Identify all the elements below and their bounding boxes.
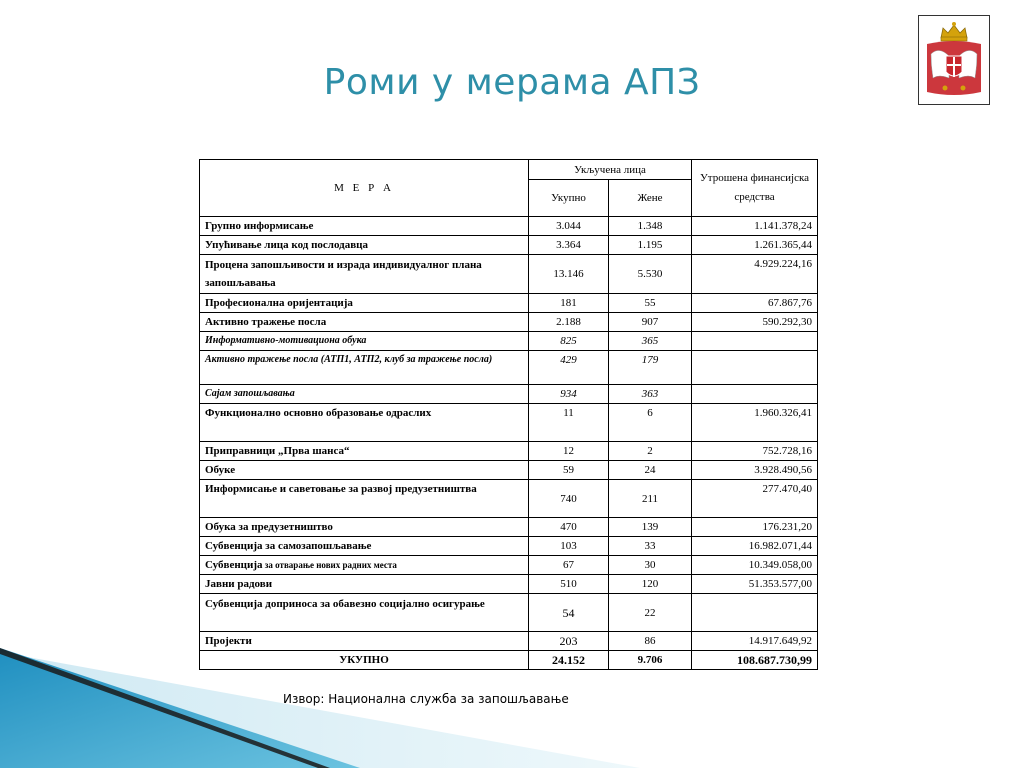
row-total: 2.188 [529, 313, 609, 332]
totals-total: 24.152 [529, 651, 609, 670]
row-name: Упућивање лица код послодавца [200, 236, 529, 255]
table-row [200, 351, 818, 385]
row-name: Субвенција за самозапошљавање [200, 537, 529, 556]
measures-table [199, 159, 818, 670]
row-funds: 590.292,30 [692, 313, 818, 332]
header-women: Жене [609, 180, 692, 217]
row-name: Професионална оријентација [200, 294, 529, 313]
row-women: 365 [609, 332, 692, 351]
row-total: 3.364 [529, 236, 609, 255]
header-measure: М Е Р А [200, 160, 529, 217]
row-total: 54 [529, 594, 609, 632]
row-name: Активно тражење посла (АТП1, АТП2, клуб за тражење посла) [200, 351, 529, 385]
slide-title: Роми у мерама АПЗ [323, 62, 701, 103]
table-row [200, 575, 818, 594]
row-total: 203 [529, 632, 609, 651]
table-row [200, 518, 818, 537]
row-women: 1.195 [609, 236, 692, 255]
row-women: 907 [609, 313, 692, 332]
row-funds: 4.929.224,16 [692, 255, 818, 294]
row-women: 2 [609, 442, 692, 461]
row-women: 363 [609, 385, 692, 404]
row-funds: 752.728,16 [692, 442, 818, 461]
row-total: 103 [529, 537, 609, 556]
coat-of-arms-icon [918, 15, 990, 105]
table-row [200, 294, 818, 313]
row-women: 120 [609, 575, 692, 594]
row-funds: 1.960.326,41 [692, 404, 818, 442]
row-funds: 1.261.365,44 [692, 236, 818, 255]
row-women: 211 [609, 480, 692, 518]
row-funds: 67.867,76 [692, 294, 818, 313]
row-women: 22 [609, 594, 692, 632]
row-name: Информативно-мотивациона обука [200, 332, 529, 351]
row-women: 179 [609, 351, 692, 385]
row-name: Функционално основно образовање одраслих [200, 404, 529, 442]
row-total: 510 [529, 575, 609, 594]
table-row [200, 236, 818, 255]
row-women: 55 [609, 294, 692, 313]
row-name: Обука за предузетништво [200, 518, 529, 537]
source-note: Извор: Национална служба за запошљавање [283, 692, 569, 706]
row-funds: 14.917.649,92 [692, 632, 818, 651]
row-funds: 16.982.071,44 [692, 537, 818, 556]
row-women: 139 [609, 518, 692, 537]
row-total: 825 [529, 332, 609, 351]
table-row [200, 594, 818, 632]
row-total: 181 [529, 294, 609, 313]
row-name [200, 556, 529, 575]
totals-label: УКУПНО [200, 651, 529, 670]
header-funds: Утрошена финансијска средства [692, 160, 818, 217]
table-row [200, 556, 818, 575]
row-total: 470 [529, 518, 609, 537]
row-total: 13.146 [529, 255, 609, 294]
row-women: 24 [609, 461, 692, 480]
row-women: 33 [609, 537, 692, 556]
row-funds [692, 332, 818, 351]
row-name: Пројекти [200, 632, 529, 651]
row-funds: 1.141.378,24 [692, 217, 818, 236]
row-women: 5.530 [609, 255, 692, 294]
row-total: 12 [529, 442, 609, 461]
row-name: Групно информисање [200, 217, 529, 236]
row-total: 3.044 [529, 217, 609, 236]
decorative-swoosh [0, 640, 640, 768]
row-name: Информисање и саветовање за развој предузетништва [200, 480, 529, 518]
row-funds [692, 351, 818, 385]
totals-funds: 108.687.730,99 [692, 651, 818, 670]
table-row [200, 480, 818, 518]
table-row [200, 255, 818, 294]
row-name: Јавни радови [200, 575, 529, 594]
table-row [200, 385, 818, 404]
row-name: Активно тражење посла [200, 313, 529, 332]
table-row [200, 442, 818, 461]
row-total: 59 [529, 461, 609, 480]
row-name: Приправници „Прва шанса“ [200, 442, 529, 461]
row-funds [692, 594, 818, 632]
row-name-small: за отварање нових радних места [262, 560, 397, 570]
row-funds [692, 385, 818, 404]
row-total: 429 [529, 351, 609, 385]
table-row [200, 313, 818, 332]
row-total: 740 [529, 480, 609, 518]
row-women: 1.348 [609, 217, 692, 236]
row-name: Процена запошљивости и израда индивидуалног плана запошљавања [200, 255, 529, 294]
row-women: 30 [609, 556, 692, 575]
row-total: 934 [529, 385, 609, 404]
row-funds: 3.928.490,56 [692, 461, 818, 480]
table-row [200, 404, 818, 442]
row-funds: 277.470,40 [692, 480, 818, 518]
row-name: Субвенција доприноса за обавезно социјално осигурање [200, 594, 529, 632]
header-included: Укључена лица [529, 160, 692, 180]
row-name: Сајам запошљавања [200, 385, 529, 404]
row-women: 86 [609, 632, 692, 651]
totals-women: 9.706 [609, 651, 692, 670]
header-total: Укупно [529, 180, 609, 217]
row-name: Обуке [200, 461, 529, 480]
table-row [200, 217, 818, 236]
row-total: 11 [529, 404, 609, 442]
row-funds: 10.349.058,00 [692, 556, 818, 575]
table-row [200, 332, 818, 351]
row-funds: 176.231,20 [692, 518, 818, 537]
row-women: 6 [609, 404, 692, 442]
row-funds: 51.353.577,00 [692, 575, 818, 594]
table-row [200, 537, 818, 556]
row-total: 67 [529, 556, 609, 575]
table-row [200, 461, 818, 480]
row-name-main: Субвенција [205, 559, 263, 571]
